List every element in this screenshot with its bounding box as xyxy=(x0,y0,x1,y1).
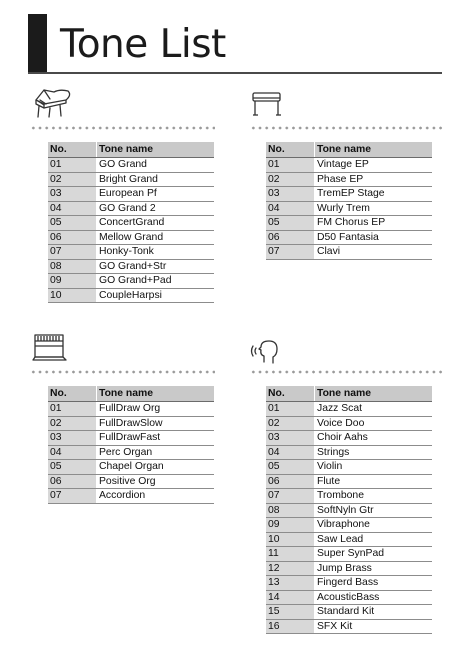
tone-number: 05 xyxy=(48,216,97,231)
tone-name: Choir Aahs xyxy=(315,431,433,446)
table-row xyxy=(266,576,432,591)
tone-name: Honky-Tonk xyxy=(97,245,215,260)
tone-name: SFX Kit xyxy=(315,619,433,634)
tone-name: Jazz Scat xyxy=(315,402,433,417)
header-tone-name: Tone name xyxy=(97,386,215,402)
tone-name: ConcertGrand xyxy=(97,216,215,231)
tone-number: 10 xyxy=(266,532,315,547)
dotted-divider-organ xyxy=(30,370,215,374)
tone-number: 13 xyxy=(266,576,315,591)
tone-number: 16 xyxy=(266,619,315,634)
tone-name: Vintage EP xyxy=(315,158,433,173)
table-row xyxy=(266,460,432,475)
tone-number: 07 xyxy=(48,489,97,504)
page-title: Tone List xyxy=(60,22,226,67)
tone-number: 09 xyxy=(48,274,97,289)
tone-name: Jump Brass xyxy=(315,561,433,576)
epiano-tone-table xyxy=(266,142,432,260)
tone-name: European Pf xyxy=(97,187,215,202)
tone-number: 12 xyxy=(266,561,315,576)
tone-number: 03 xyxy=(48,431,97,446)
tone-number: 04 xyxy=(48,201,97,216)
tone-name: Bright Grand xyxy=(97,172,215,187)
tone-number: 03 xyxy=(48,187,97,202)
tone-name: Trombone xyxy=(315,489,433,504)
table-row xyxy=(48,274,214,289)
tone-name: AcousticBass xyxy=(315,590,433,605)
table-row xyxy=(266,201,432,216)
table-row xyxy=(266,431,432,446)
tone-number: 04 xyxy=(48,445,97,460)
tone-number: 08 xyxy=(266,503,315,518)
table-row xyxy=(266,561,432,576)
table-row xyxy=(266,619,432,634)
header-tone-name: Tone name xyxy=(97,142,215,158)
tone-number: 04 xyxy=(266,445,315,460)
voice-icon xyxy=(250,338,284,366)
table-row xyxy=(48,402,214,417)
table-header-row xyxy=(48,386,214,402)
tone-number: 01 xyxy=(48,402,97,417)
tone-name: Accordion xyxy=(97,489,215,504)
tone-name: Positive Org xyxy=(97,474,215,489)
tone-number: 03 xyxy=(266,187,315,202)
tone-name: Perc Organ xyxy=(97,445,215,460)
tone-number: 06 xyxy=(266,230,315,245)
tone-name: Wurly Trem xyxy=(315,201,433,216)
tone-name: FullDrawSlow xyxy=(97,416,215,431)
table-row xyxy=(266,187,432,202)
tone-name: SoftNyln Gtr xyxy=(315,503,433,518)
tone-number: 07 xyxy=(266,245,315,260)
tone-number: 10 xyxy=(48,288,97,303)
title-accent-bar xyxy=(28,14,47,72)
header-tone-name: Tone name xyxy=(315,142,433,158)
tone-name: TremEP Stage xyxy=(315,187,433,202)
tone-name: GO Grand+Str xyxy=(97,259,215,274)
table-row xyxy=(48,445,214,460)
table-row xyxy=(48,230,214,245)
tone-name: GO Grand xyxy=(97,158,215,173)
tone-name: FullDrawFast xyxy=(97,431,215,446)
tone-number: 14 xyxy=(266,590,315,605)
tone-number: 02 xyxy=(48,416,97,431)
table-row xyxy=(266,245,432,260)
tone-number: 09 xyxy=(266,518,315,533)
tone-number: 02 xyxy=(266,416,315,431)
tone-number: 02 xyxy=(266,172,315,187)
tone-name: Strings xyxy=(315,445,433,460)
dotted-divider-other xyxy=(250,370,445,374)
organ-tone-table xyxy=(48,386,214,504)
tone-number: 05 xyxy=(266,460,315,475)
table-row xyxy=(48,201,214,216)
tone-number: 07 xyxy=(48,245,97,260)
table-row xyxy=(266,474,432,489)
tone-number: 02 xyxy=(48,172,97,187)
tone-name: Vibraphone xyxy=(315,518,433,533)
tone-name: Violin xyxy=(315,460,433,475)
table-row xyxy=(48,416,214,431)
table-header-row xyxy=(266,386,432,402)
stage-piano-icon xyxy=(250,90,284,118)
table-row xyxy=(48,460,214,475)
tone-name: Phase EP xyxy=(315,172,433,187)
table-row xyxy=(266,518,432,533)
table-row xyxy=(48,489,214,504)
tone-name: Saw Lead xyxy=(315,532,433,547)
header-no: No. xyxy=(48,142,97,158)
tone-name: GO Grand+Pad xyxy=(97,274,215,289)
table-row xyxy=(48,216,214,231)
tone-number: 04 xyxy=(266,201,315,216)
tone-number: 06 xyxy=(266,474,315,489)
table-row xyxy=(48,187,214,202)
table-header-row xyxy=(48,142,214,158)
organ-icon xyxy=(30,332,70,362)
table-row xyxy=(48,288,214,303)
tone-number: 01 xyxy=(266,158,315,173)
dotted-divider-epiano xyxy=(250,126,445,130)
tone-number: 05 xyxy=(266,216,315,231)
table-row xyxy=(266,605,432,620)
table-row xyxy=(266,216,432,231)
table-row xyxy=(266,489,432,504)
tone-number: 05 xyxy=(48,460,97,475)
table-row xyxy=(266,402,432,417)
tone-number: 01 xyxy=(266,402,315,417)
tone-name: FM Chorus EP xyxy=(315,216,433,231)
table-row xyxy=(266,172,432,187)
tone-number: 11 xyxy=(266,547,315,562)
tone-name: Chapel Organ xyxy=(97,460,215,475)
grand-piano-icon xyxy=(30,86,74,120)
title-rule xyxy=(28,72,442,74)
tone-name: Voice Doo xyxy=(315,416,433,431)
tone-number: 06 xyxy=(48,230,97,245)
header-tone-name: Tone name xyxy=(315,386,433,402)
tone-number: 06 xyxy=(48,474,97,489)
tone-name: Clavi xyxy=(315,245,433,260)
table-row xyxy=(48,474,214,489)
tone-name: FullDraw Org xyxy=(97,402,215,417)
tone-name: GO Grand 2 xyxy=(97,201,215,216)
table-row xyxy=(266,547,432,562)
tone-name: Standard Kit xyxy=(315,605,433,620)
table-row xyxy=(48,172,214,187)
tone-number: 01 xyxy=(48,158,97,173)
tone-name: Flute xyxy=(315,474,433,489)
table-row xyxy=(48,431,214,446)
table-row xyxy=(266,532,432,547)
table-row xyxy=(266,416,432,431)
table-row xyxy=(266,158,432,173)
table-row xyxy=(48,245,214,260)
tone-number: 15 xyxy=(266,605,315,620)
piano-tone-table xyxy=(48,142,214,303)
table-row xyxy=(266,503,432,518)
table-row xyxy=(266,230,432,245)
tone-number: 03 xyxy=(266,431,315,446)
tone-name: Mellow Grand xyxy=(97,230,215,245)
dotted-divider-piano xyxy=(30,126,215,130)
table-row xyxy=(266,590,432,605)
header-no: No. xyxy=(48,386,97,402)
tone-number: 08 xyxy=(48,259,97,274)
tone-name: Fingerd Bass xyxy=(315,576,433,591)
table-row xyxy=(48,259,214,274)
other-tone-table xyxy=(266,386,432,634)
tone-name: CoupleHarpsi xyxy=(97,288,215,303)
table-row xyxy=(266,445,432,460)
tone-name: Super SynPad xyxy=(315,547,433,562)
table-header-row xyxy=(266,142,432,158)
table-row xyxy=(48,158,214,173)
header-no: No. xyxy=(266,386,315,402)
tone-number: 07 xyxy=(266,489,315,504)
header-no: No. xyxy=(266,142,315,158)
tone-name: D50 Fantasia xyxy=(315,230,433,245)
